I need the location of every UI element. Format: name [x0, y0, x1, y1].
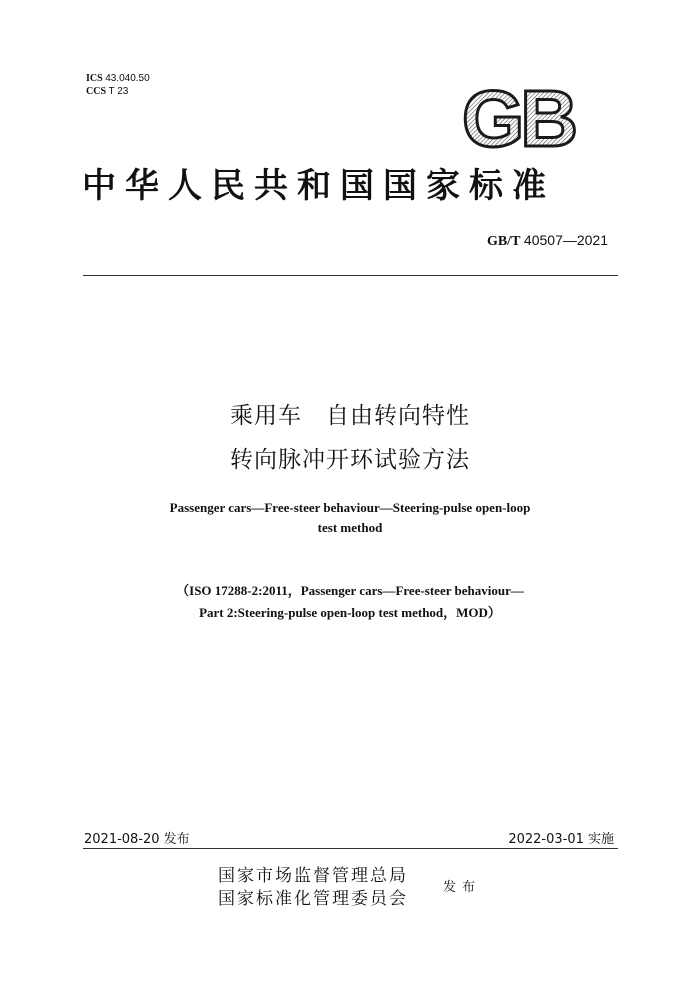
iso-reference-line-2: Part 2:Steering-pulse open-loop test method，MOD）: [199, 605, 501, 620]
title-line-1: 乘用车 自由转向特性: [230, 403, 470, 429]
top-divider: [83, 275, 618, 276]
publish-date: 2021-08-20 发布: [84, 832, 190, 847]
bottom-divider: [83, 848, 618, 849]
standard-number-value: 40507—2021: [523, 232, 608, 248]
implement-date: 2022-03-01 实施: [508, 832, 614, 847]
ics-code: [86, 72, 150, 85]
gb-logo: [452, 82, 584, 154]
standard-number-prefix: GB/T: [486, 234, 521, 249]
ccs-label: CCS: [86, 86, 107, 97]
ics-label: ICS: [86, 73, 103, 84]
issuing-authorities: [218, 865, 408, 911]
title-line-2: 转向脉冲开环试验方法: [230, 447, 470, 473]
english-title-line-1: Passenger cars—Free-steer behaviour—Steering-pulse open-loop: [169, 500, 531, 515]
gb-logo-text: GB: [462, 82, 574, 154]
issue-label: 发布: [443, 880, 482, 895]
issuer-line-1: 国家市场监督管理总局: [218, 866, 408, 886]
standard-number: [487, 232, 608, 250]
ccs-code: [86, 85, 150, 98]
ics-value: 43.040.50: [105, 73, 150, 84]
english-title-line-2: test method: [317, 520, 383, 535]
ccs-value: T 23: [108, 86, 129, 97]
classification-codes: [86, 72, 150, 98]
issuer-line-2: 国家标准化管理委员会: [218, 889, 408, 909]
iso-reference-line-1: （ISO 17288-2:2011，Passenger cars—Free-steer behaviour—: [176, 583, 524, 598]
national-standard-heading: 中华人民共和国国家标准: [82, 166, 555, 206]
